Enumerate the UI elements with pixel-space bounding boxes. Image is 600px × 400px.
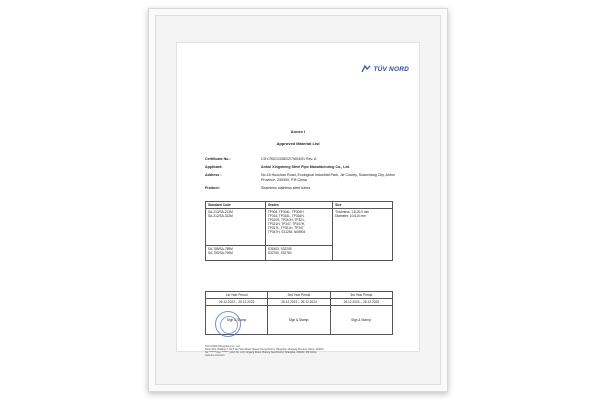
field-certificate-no [205,157,401,162]
sign-cell: Sign & Stamp: [268,306,330,335]
field-key: Address : [205,173,222,177]
sign-cell: Sign & Stamp: [330,306,392,335]
period-header: 3rd Year Period [330,292,392,299]
tuv-nord-logo [361,65,409,73]
standard-code-cell: SA-213/SA-213M SA-312/SA-312M [206,209,266,246]
column-header: Size [333,202,393,209]
footer [205,345,405,357]
field-value: CDY-R021/3382/2/7/604/01 Rev. A [261,157,317,161]
official-stamp [215,311,241,337]
sign-cell: Sign & Stamp [206,306,268,335]
field-applicant [205,165,401,170]
footer-line: www.tuv-nord.com [205,354,225,357]
period-dates-row [206,299,393,306]
field-value: No.18 Huochan Road, Ecological Industrial Park, Jie County, Suanchang City, Anhui Province, 245300, P.R.China [261,173,395,182]
certificate-page [176,42,420,357]
column-header: Grades [265,202,332,209]
period-dates: 26.12.2023 – 26.12.2024 [268,299,330,306]
table-row [206,209,393,246]
grades-cell: TP304, TP304L, TP304H TP316, TP316L, TP316H, TP310S, TP310H, TP321, TP321H, TP347, TP347H, TP317L, TP321H, TP347, TP347H, S31254, N08904 [265,209,332,246]
field-address [205,173,401,182]
tuv-logo-icon [361,65,371,73]
footer-line: Tel: ******* Fax: ******* | Add: No. 123, Xingang Road, Pudong New District, Shanghai, 200040, P.R.China [205,351,317,354]
column-header: Standard Code [206,202,266,209]
field-value: Anhui Xingsheng Steel Pipe Manufacturing Co., Ltd. [261,165,350,169]
field-key: Certificate No.: [205,157,231,161]
period-header: 2nd Year Period [268,292,330,299]
materials-table [205,201,393,261]
field-key: Applicant: [205,165,223,169]
size-cell: Thickness: 1.8-20.0 mm Diameter: 10-610 mm [333,209,393,261]
period-dates: 26.12.2024 – 26.12.2025 [330,299,392,306]
period-header: 1st Year Period [206,292,268,299]
logo-text: TÜV NORD [373,65,409,73]
field-key: Product: [205,186,220,190]
field-value: Seamless stainless steel tubes [261,186,311,190]
grades-cell: S31803, S32205 S32750, S32760 [265,246,332,261]
table-header-row [206,202,393,209]
annex-title: Annex I [290,129,306,134]
field-product [205,186,401,191]
footer-line: TÜV NORD (Hangzhou) Co., Ltd. [205,345,241,348]
period-dates: 26.12.2022 – 26.12.2023 [206,299,268,306]
document-subtitle: Approved Material List [276,141,320,146]
period-header-row [206,292,393,299]
footer-line: Room 301, Building 1, No.5 Jiu Huan Road, Shang Cheng District, Hangzhou, Zhejiang Province China, 310016 [205,348,324,351]
standard-code-cell: SA-789/SA-789M SA-790/SA-790M [206,246,266,261]
